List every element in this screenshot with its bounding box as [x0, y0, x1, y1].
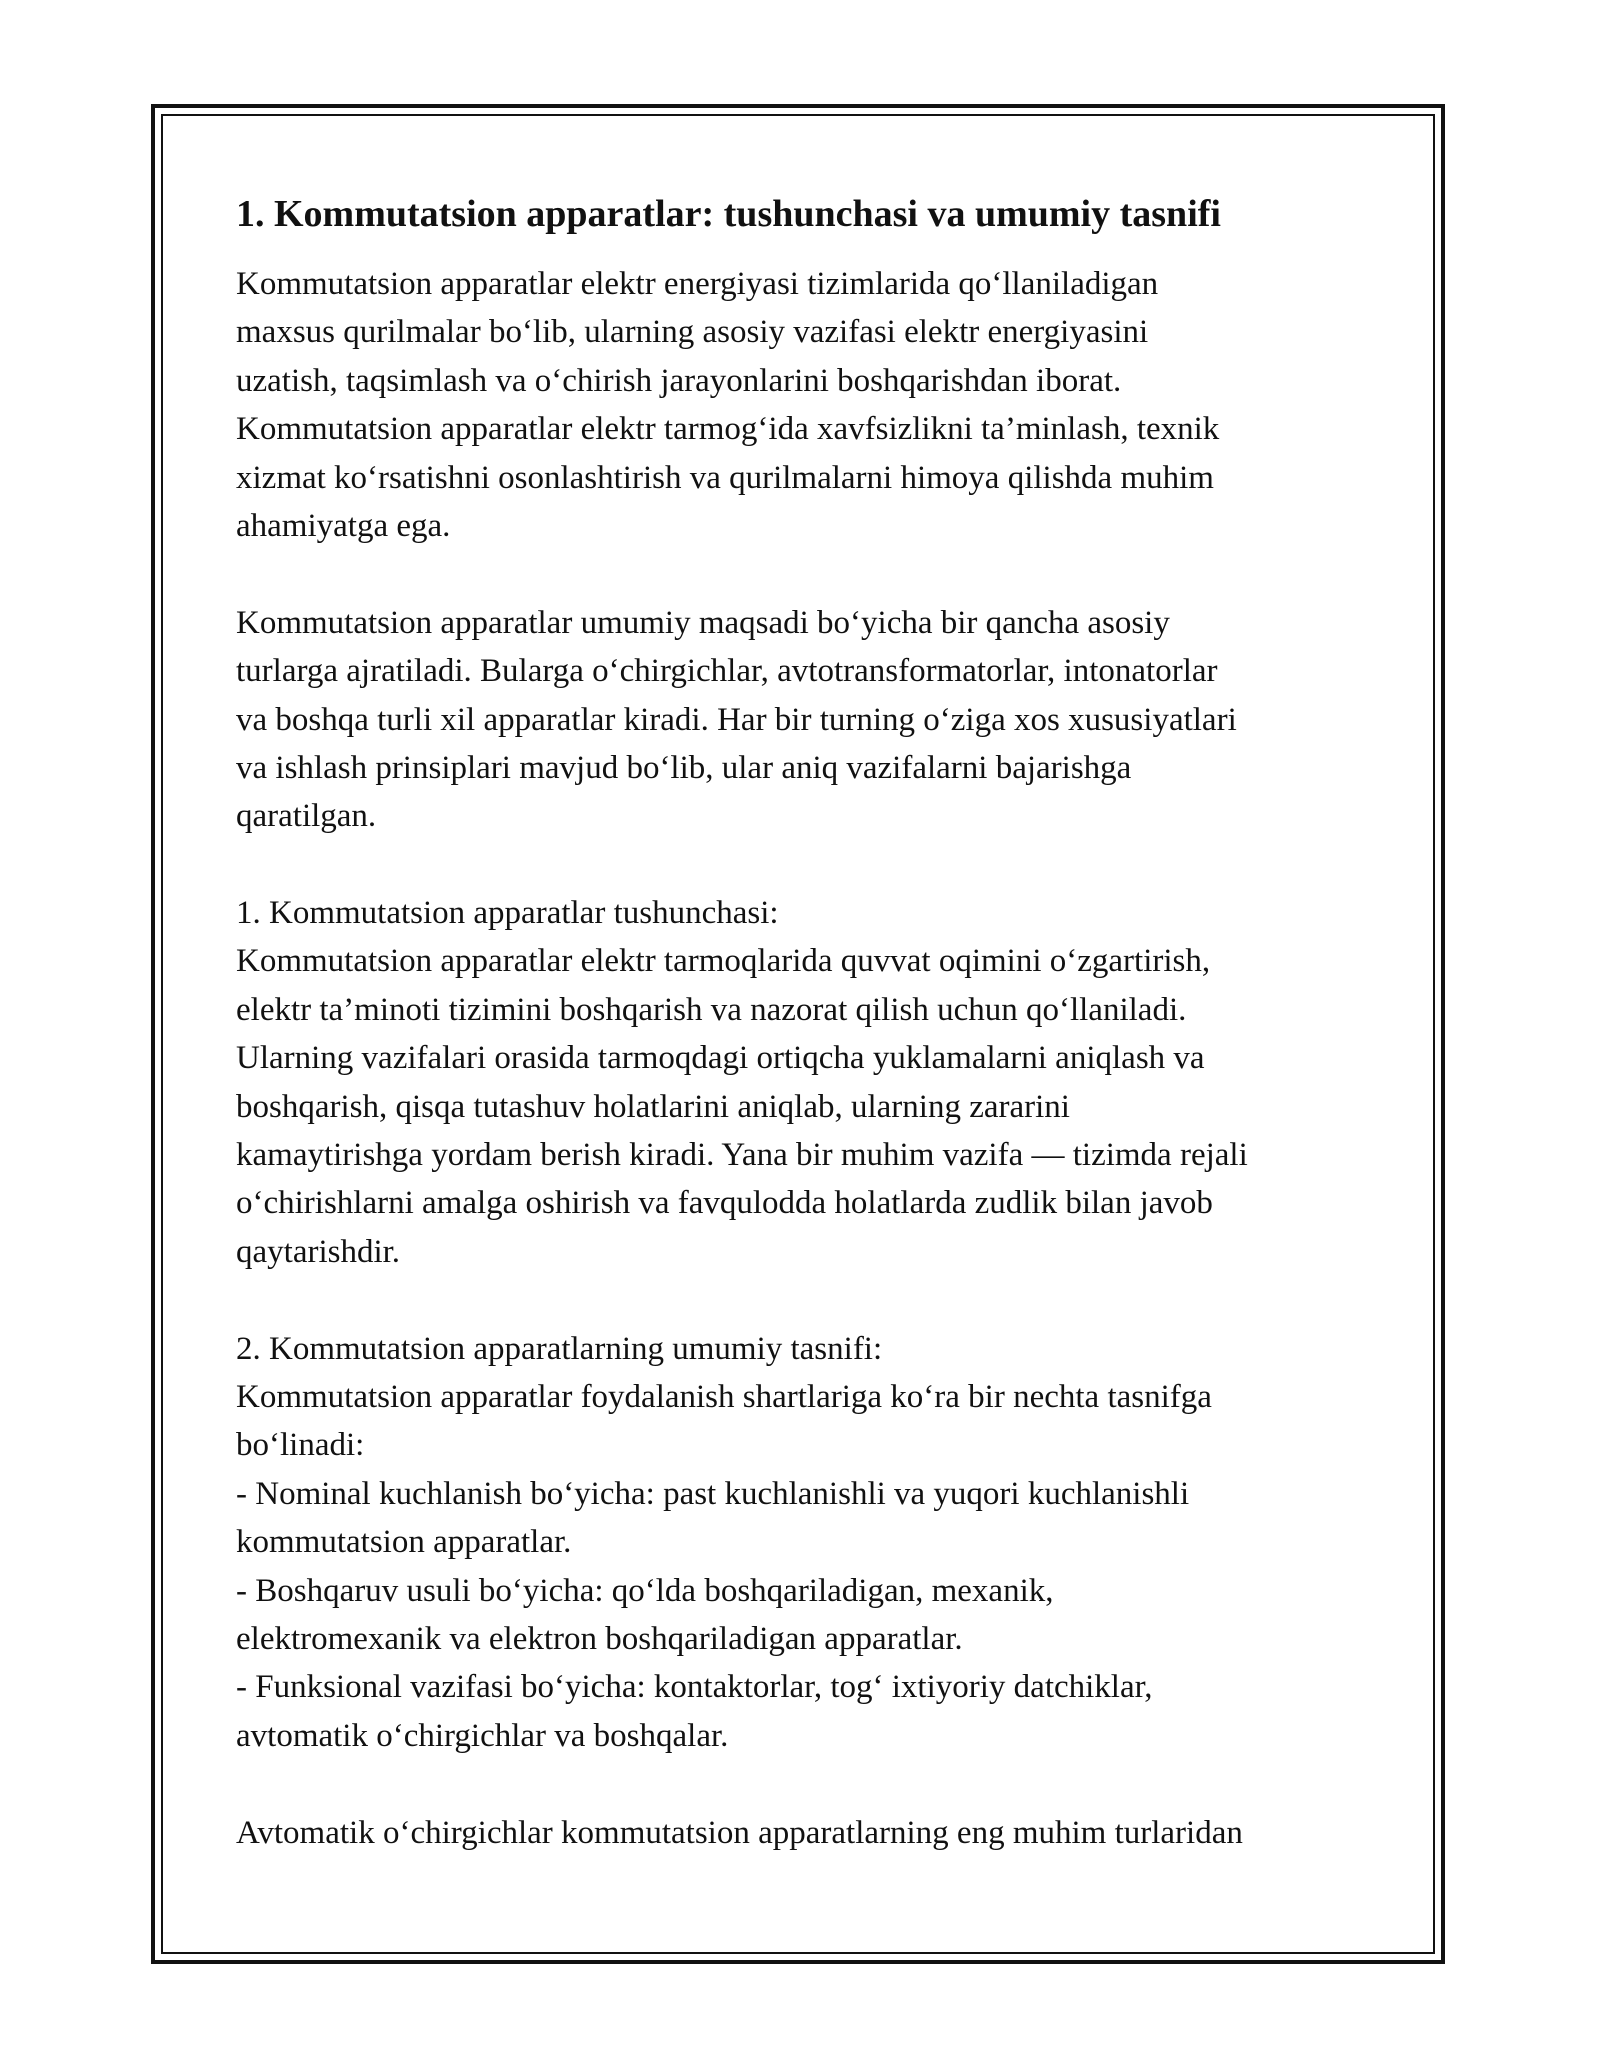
blank-line	[236, 841, 1386, 889]
text-line: Kommutatsion apparatlar elektr tarmoqlarida quvvat oqimini o‘zgartirish,	[236, 943, 1211, 980]
text-line: qaytarishdir.	[236, 1233, 401, 1270]
blank-line	[236, 1760, 1386, 1808]
text-line: bo‘linadi:	[236, 1427, 365, 1464]
section-heading: 1. Kommutatsion apparatlar: tushunchasi va umumiy tasnifi	[236, 193, 1221, 235]
body-text	[236, 260, 1386, 1857]
text-line: - Funksional vazifasi bo‘yicha: kontaktorlar, tog‘ ixtiyoriy datchiklar,	[236, 1669, 1153, 1706]
text-line: kommutatsion apparatlar.	[236, 1524, 572, 1561]
document-body	[236, 186, 1386, 1857]
text-line: turlarga ajratiladi. Bularga o‘chirgichlar, avtotransformatorlar, intonatorlar	[236, 653, 1218, 690]
text-line: elektromexanik va elektron boshqariladigan apparatlar.	[236, 1620, 963, 1657]
text-line: maxsus qurilmalar bo‘lib, ularning asosiy vazifasi elektr energiyasini	[236, 314, 1149, 351]
text-line: kamaytirishga yordam berish kiradi. Yana bir muhim vazifa — tizimda rejali	[236, 1137, 1248, 1174]
text-line: uzatish, taqsimlash va o‘chirish jarayonlarini boshqarishdan iborat.	[236, 362, 1122, 399]
text-line: 2. Kommutatsion apparatlarning umumiy tasnifi:	[236, 1330, 883, 1367]
text-line: 1. Kommutatsion apparatlar tushunchasi:	[236, 895, 779, 932]
text-line: Kommutatsion apparatlar umumiy maqsadi bo‘yicha bir qancha asosiy	[236, 604, 1170, 641]
text-line: ahamiyatga ega.	[236, 507, 451, 544]
text-line: Kommutatsion apparatlar elektr tarmog‘ida xavfsizlikni ta’minlash, texnik	[236, 411, 1220, 448]
text-line: qaratilgan.	[236, 798, 377, 835]
text-line: elektr ta’minoti tizimini boshqarish va nazorat qilish uchun qo‘llaniladi.	[236, 991, 1187, 1028]
text-line: Ularning vazifalari orasida tarmoqdagi ortiqcha yuklamalarni aniqlash va	[236, 1040, 1205, 1077]
blank-line	[236, 1276, 1386, 1324]
text-line: va boshqa turli xil apparatlar kiradi. Har bir turning o‘ziga xos xususiyatlari	[236, 701, 1237, 738]
text-line: boshqarish, qisqa tutashuv holatlarini aniqlab, ularning zararini	[236, 1088, 1070, 1125]
blank-line	[236, 550, 1386, 598]
text-line: Kommutatsion apparatlar foydalanish shartlariga ko‘ra bir nechta tasnifga	[236, 1378, 1212, 1415]
text-line: va ishlash prinsiplari mavjud bo‘lib, ular aniq vazifalarni bajarishga	[236, 749, 1132, 786]
text-line: avtomatik o‘chirgichlar va boshqalar.	[236, 1717, 729, 1754]
text-line: - Nominal kuchlanish bo‘yicha: past kuchlanishli va yuqori kuchlanishli	[236, 1475, 1190, 1512]
text-line: Kommutatsion apparatlar elektr energiyasi tizimlarida qo‘llaniladigan	[236, 266, 1159, 302]
text-line: Avtomatik o‘chirgichlar kommutatsion apparatlarning eng muhim turlaridan	[236, 1814, 1243, 1851]
text-line: xizmat ko‘rsatishni osonlashtirish va qurilmalarni himoya qilishda muhim	[236, 459, 1214, 496]
text-line: o‘chirishlarni amalga oshirish va favqulodda holatlarda zudlik bilan javob	[236, 1185, 1213, 1222]
text-line: - Boshqaruv usuli bo‘yicha: qo‘lda boshqariladigan, mexanik,	[236, 1572, 1054, 1609]
